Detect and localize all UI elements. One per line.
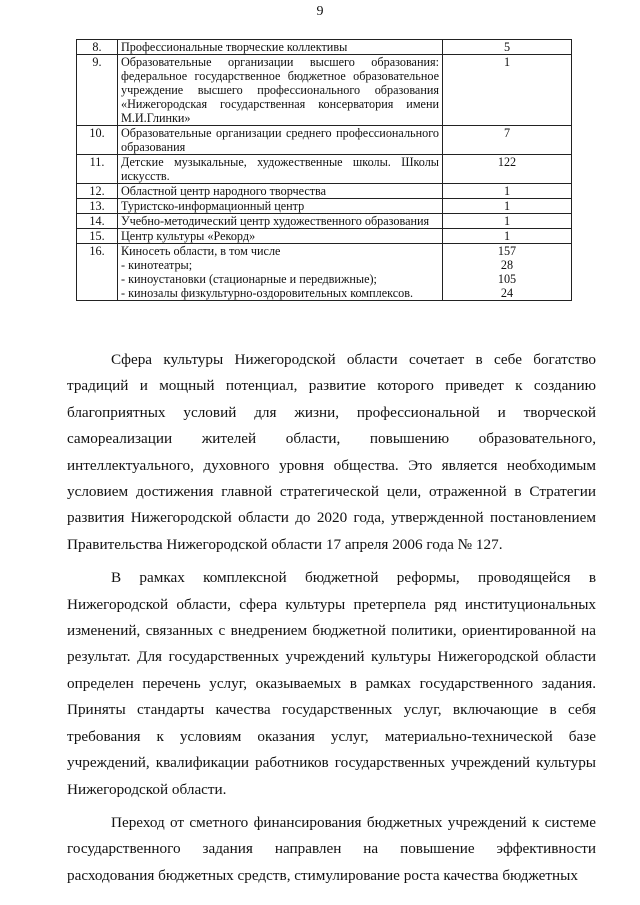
description-text: Киносеть области, в том числе [121, 244, 281, 258]
description-subitem: - кинотеатры; [121, 258, 193, 272]
row-description [118, 55, 443, 126]
description-text: Детские музыкальные, художественные школы. Школы искусств. [121, 155, 439, 183]
value-item: 1 [503, 55, 511, 69]
table-row [77, 229, 572, 244]
value-item: 1 [503, 199, 511, 213]
row-description [118, 214, 443, 229]
table-row [77, 155, 572, 184]
body-text [67, 347, 596, 896]
table-row [77, 244, 572, 301]
row-number: 14. [77, 214, 118, 229]
description-text: Туристско-информационный центр [121, 199, 305, 213]
row-description [118, 40, 443, 55]
row-number: 11. [77, 155, 118, 184]
institutions-table [76, 39, 572, 301]
value-item: 24 [500, 286, 514, 300]
row-value [443, 199, 572, 214]
value-item: 7 [503, 126, 511, 140]
table-row [77, 184, 572, 199]
description-text: Профессиональные творческие коллективы [121, 40, 348, 54]
value-item: 1 [503, 229, 511, 243]
row-number: 9. [77, 55, 118, 126]
row-description [118, 126, 443, 155]
row-value [443, 244, 572, 301]
row-value [443, 40, 572, 55]
row-value [443, 155, 572, 184]
description-subitem: - кинозалы физкультурно-оздоровительных комплексов. [121, 286, 414, 300]
row-number: 12. [77, 184, 118, 199]
value-item: 157 [497, 244, 517, 258]
value-item: 105 [497, 272, 517, 286]
row-number: 13. [77, 199, 118, 214]
description-text: Областной центр народного творчества [121, 184, 327, 198]
row-description [118, 244, 443, 301]
row-value [443, 126, 572, 155]
description-text: Образовательные организации среднего профессионального образования [121, 126, 439, 154]
description-text: Учебно-методический центр художественного образования [121, 214, 430, 228]
table-row [77, 40, 572, 55]
row-number: 8. [77, 40, 118, 55]
description-text: Образовательные организации высшего образования: федеральное государственное бюджетное образовательное учреждение высшего профессионального образования «Нижегородская государственная консерватория имени М.И.Глинки» [121, 55, 439, 125]
table-row [77, 199, 572, 214]
description-text: Центр культуры «Рекорд» [121, 229, 256, 243]
value-item: 122 [497, 155, 517, 169]
row-description [118, 155, 443, 184]
paragraph: Сфера культуры Нижегородской области сочетает в себе богатство традиций и мощный потенциал, развитие которого приведет к созданию благоприятных условий для жизни, профессиональной и творческой самореализации жителей области, повышению образовательного, интеллектуального, духовного уровня общества. Это является необходимым условием достижения главной стратегической цели, отраженной в Стратегии развития Нижегородской области до 2020 года, утвержденной постановлением Правительства Нижегородской области 17 апреля 2006 года № 127. [67, 351, 596, 553]
row-description [118, 229, 443, 244]
row-number: 15. [77, 229, 118, 244]
value-item: 28 [500, 258, 514, 272]
page-number: 9 [316, 4, 324, 19]
table-row [77, 126, 572, 155]
value-item: 1 [503, 214, 511, 228]
row-value [443, 214, 572, 229]
row-value [443, 229, 572, 244]
paragraph: Переход от сметного финансирования бюджетных учреждений к системе государственного задания направлен на повышение эффективности расходования бюджетных средств, стимулирование роста качества бюджетных [67, 813, 596, 884]
row-description [118, 184, 443, 199]
row-value [443, 55, 572, 126]
value-item: 5 [503, 40, 511, 54]
description-subitem: - киноустановки (стационарные и передвижные); [121, 272, 377, 286]
row-description [118, 199, 443, 214]
row-value [443, 184, 572, 199]
table-row [77, 55, 572, 126]
table-row [77, 214, 572, 229]
row-number: 10. [77, 126, 118, 155]
row-number: 16. [77, 244, 118, 301]
paragraph: В рамках комплексной бюджетной реформы, проводящейся в Нижегородской области, сфера культуры претерпела ряд институциональных изменений, связанных с внедрением бюджетной политики, ориентированной на результат. Для государственных учреждений культуры Нижегородской области определен перечень услуг, оказываемых в рамках государственного задания. Приняты стандарты качества государственных услуг, включающие в себя требования к условиям оказания услуг, материально-технической базе учреждений, квалификации работников государственных учреждений культуры Нижегородской области. [67, 569, 596, 798]
value-item: 1 [503, 184, 511, 198]
